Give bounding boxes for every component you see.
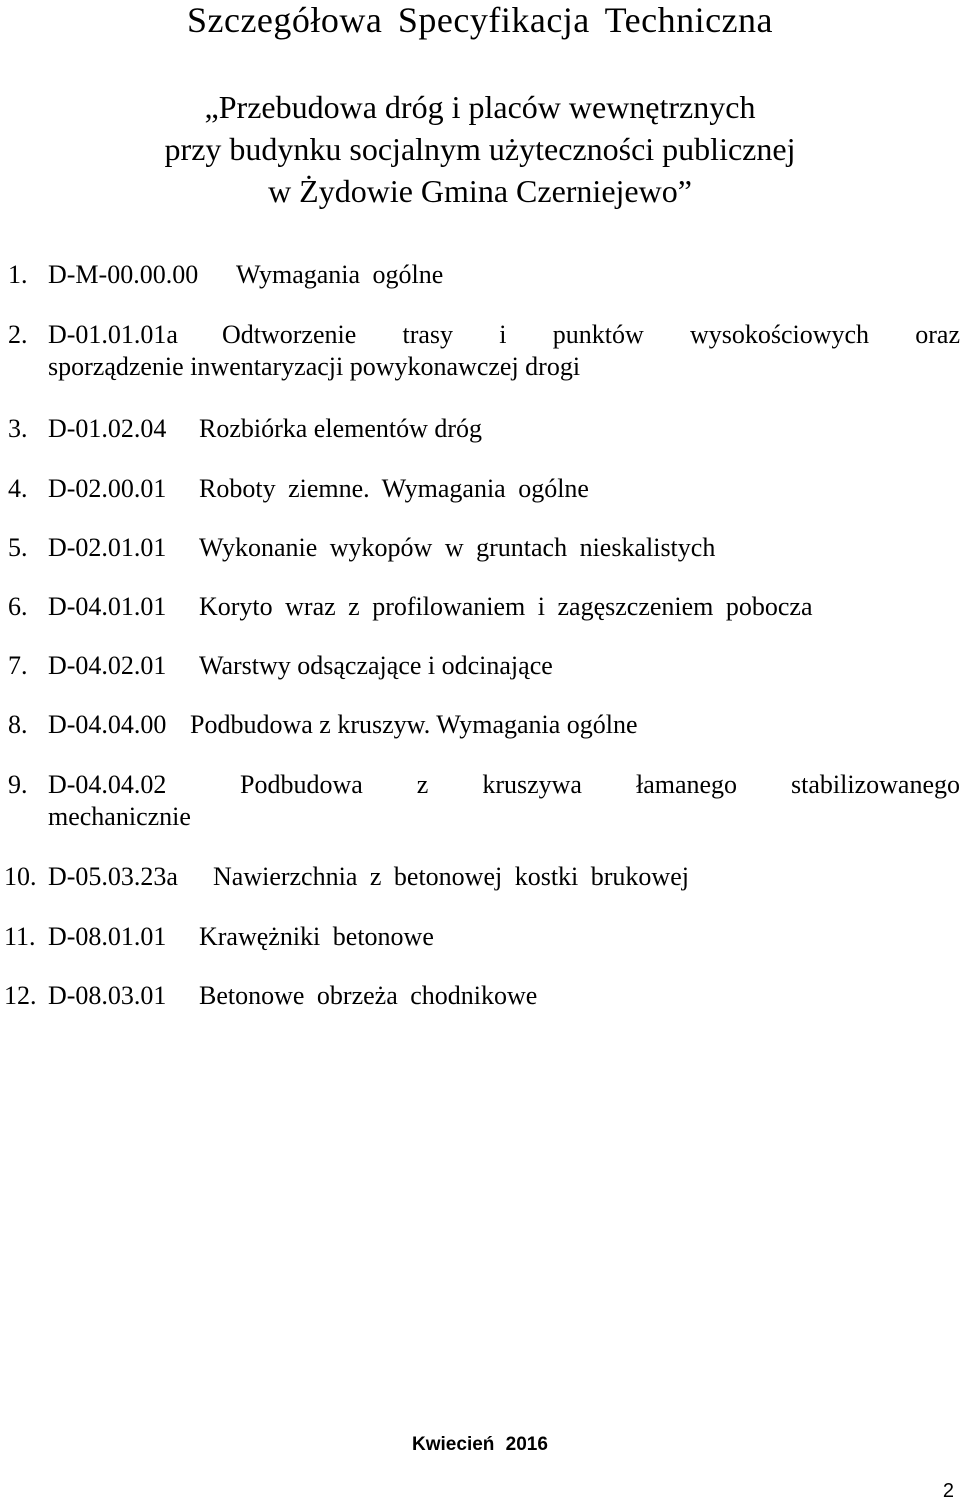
item-number: 5. (8, 533, 28, 562)
word: oraz (915, 320, 960, 349)
item-code: D-08.03.01 (48, 981, 167, 1010)
item-text: Podbudowa z kruszyw. Wymagania ogólne (190, 710, 638, 739)
project-name-line: przy budynku socjalnym użyteczności publicznej (164, 131, 796, 167)
word: stabilizowanego (791, 770, 960, 799)
word: kruszywa (482, 770, 582, 799)
item-text: Wykonanie wykopów w gruntach nieskalistych (199, 533, 716, 562)
item-text: Betonowe obrzeża chodnikowe (199, 981, 538, 1010)
item-text: Krawężniki betonowe (199, 922, 434, 951)
item-code: D-02.01.01 (48, 533, 167, 562)
word: z (416, 770, 429, 799)
word: punktów (552, 320, 644, 349)
item-text: Roboty ziemne. Wymagania ogólne (199, 474, 589, 503)
item-number: 12. (4, 981, 37, 1010)
list-item (0, 981, 960, 1015)
item-number: 4. (8, 474, 28, 503)
list-item (0, 592, 960, 626)
word: Podbudowa (240, 770, 363, 799)
item-text: Warstwy odsączające i odcinające (199, 651, 553, 680)
item-code: D-04.04.00 (48, 710, 167, 739)
item-code: D-01.02.04 (48, 414, 167, 443)
project-name (0, 86, 960, 212)
list-item (0, 922, 960, 956)
project-name-line: „Przebudowa dróg i placów wewnętrznych (204, 89, 756, 125)
item-text: Wymagania ogólne (236, 260, 444, 289)
item-number: 10. (4, 862, 37, 891)
item-code: D-01.01.01a (48, 320, 178, 349)
item-text: Rozbiórka elementów dróg (199, 414, 483, 443)
item-code: D-04.04.02 (48, 770, 167, 799)
list-item (0, 710, 960, 744)
list-item (0, 260, 960, 294)
item-code: D-02.00.01 (48, 474, 167, 503)
item-number: 11. (4, 922, 36, 951)
item-text-continued: mechanicznie (48, 802, 191, 831)
item-number: 3. (8, 414, 28, 443)
list-item (0, 651, 960, 685)
item-number: 6. (8, 592, 28, 621)
item-text (240, 770, 960, 800)
word: wysokościowych (689, 320, 870, 349)
list-item (0, 770, 960, 840)
page-number: 2 (942, 1480, 954, 1502)
item-code: D-08.01.01 (48, 922, 167, 951)
item-number: 2. (8, 320, 28, 349)
item-text-line1-wrap (222, 320, 960, 350)
project-name-line: w Żydowie Gmina Czerniejewo” (268, 173, 692, 209)
item-code: D-M-00.00.00 (48, 260, 199, 289)
item-text: Nawierzchnia z betonowej kostki brukowej (213, 862, 689, 891)
item-number: 9. (8, 770, 28, 799)
list-item (0, 320, 960, 390)
item-text-continued: sporządzenie inwentaryzacji powykonawczej drogi (48, 352, 581, 381)
word: Odtworzenie (222, 320, 357, 349)
item-code: D-05.03.23a (48, 862, 178, 891)
item-number: 8. (8, 710, 28, 739)
list-item (0, 474, 960, 508)
list-item (0, 862, 960, 896)
word: trasy (402, 320, 454, 349)
word: i (499, 320, 507, 349)
item-text-line1-wrap (240, 770, 960, 800)
item-code: D-04.02.01 (48, 651, 167, 680)
item-code: D-04.01.01 (48, 592, 167, 621)
list-item (0, 533, 960, 567)
document-title: Szczegółowa Specyfikacja Techniczna (186, 0, 774, 40)
word: łamanego (635, 770, 738, 799)
list-item (0, 414, 960, 448)
document-date: Kwiecień 2016 (412, 1434, 548, 1455)
item-text: Koryto wraz z profilowaniem i zagęszczeniem pobocza (199, 592, 813, 621)
item-text (222, 320, 960, 350)
item-number: 1. (8, 260, 28, 289)
item-number: 7. (8, 651, 28, 680)
